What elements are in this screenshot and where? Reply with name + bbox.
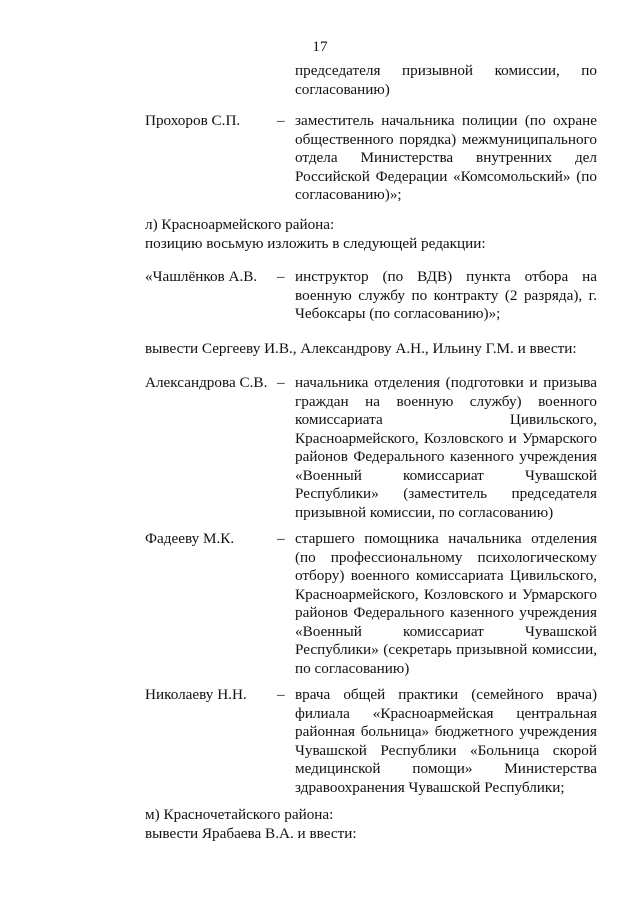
section-m (0, 806, 640, 843)
member-name: Александрова С.В. (145, 374, 268, 391)
dash: – (277, 530, 285, 547)
member-name: Николаеву Н.Н. (145, 686, 247, 703)
section-l (0, 216, 640, 253)
member-name: Фадееву М.К. (145, 530, 235, 547)
dash: – (277, 112, 285, 129)
section-title: м) Красночетайского района: (145, 806, 334, 823)
member-name: Прохоров С.П. (145, 112, 241, 129)
withdraw-paragraph (0, 340, 640, 359)
member-entry (0, 530, 640, 678)
withdraw-text: вывести Ярабаева В.А. и ввести: (145, 824, 357, 842)
section-title: л) Красноармейского района: (145, 216, 335, 233)
dash: – (277, 686, 285, 703)
member-entry (0, 686, 640, 797)
member-position: инструктор (по ВДВ) пункта отбора на военную службу по контракту (2 разряда), г. Чебоксары (по согласованию)»; (295, 268, 597, 322)
continuation-block (0, 62, 640, 99)
dash: – (277, 268, 285, 285)
member-position: врача общей практики (семейного врача) филиала «Красноармейская центральная районная больница» бюджетного учреждения Чувашской Республики «Больница скорой медицинской помощи» Министерства здравоохранения Чувашской Республики; (295, 686, 597, 796)
member-entry (0, 268, 640, 324)
withdraw-text: вывести Сергееву И.В., Александрову А.Н., Ильину Г.М. и ввести: (145, 340, 577, 357)
member-name: «Чашлёнков А.В. (145, 268, 258, 285)
continuation-text: председателя призывной комиссии, по согласованию) (295, 62, 597, 98)
dash: – (277, 374, 285, 391)
member-position: заместитель начальника полиции (по охране общественного порядка) межмуниципального отдела Министерства внутренних дел Российской Федерации «Комсомольский» (по согласованию)»; (295, 112, 597, 203)
page-number: 17 (312, 38, 328, 55)
member-entry (0, 374, 640, 522)
member-entry (0, 112, 640, 205)
member-position: начальника отделения (подготовки и призыва граждан на военную службу) военного комиссариата Цивильского, Красноармейского, Козловского и Урмарского районов Федерального казенного учреждения «Военный комиссариат Чувашской Республики» (заместитель председателя призывной комиссии, по согласованию) (295, 374, 597, 521)
member-position: старшего помощника начальника отделения (по профессиональному психологическому отбору) военного комиссариата Цивильского, Красноармейского, Козловского и Урмарского районов Федерального казенного учреждения «Военный комиссариат Чувашской Республики» (секретарь призывной комиссии, по согласованию) (295, 530, 597, 677)
section-instruction: позицию восьмую изложить в следующей редакции: (145, 234, 486, 252)
